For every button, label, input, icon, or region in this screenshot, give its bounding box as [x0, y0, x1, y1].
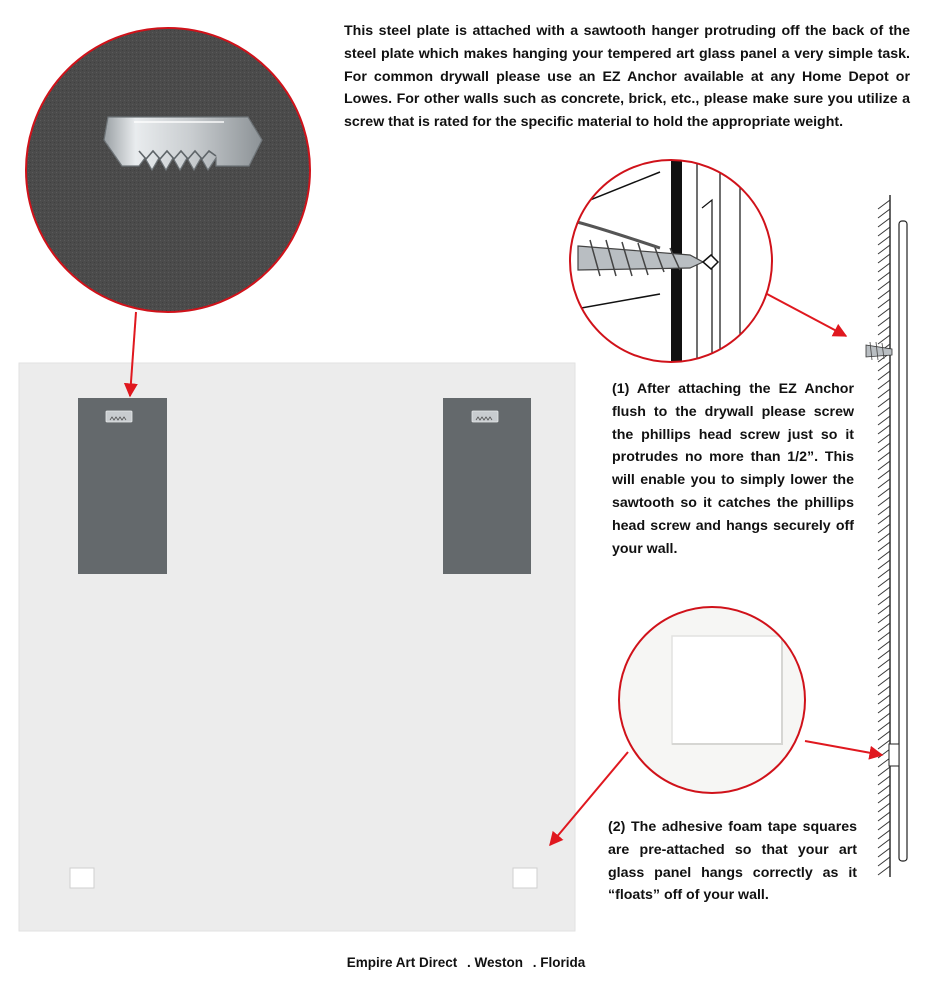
foam-closeup-circle — [619, 607, 805, 793]
company-footer — [0, 955, 926, 970]
company-name: Empire Art Direct — [346, 955, 458, 970]
intro-description: This steel plate is attached with a sawtooth hanger protruding off the back of the steel plate which makes hanging your tempered art glass panel a very simple task. For common drywall please use an EZ Anchor available at any Home Depot or Lowes. For other walls such as concrete, brick, etc., please make sure you utilize a screw that is rated for the specific material to hold the appropriate weight. — [344, 23, 910, 131]
company-state: . Florida — [532, 955, 586, 970]
mounted-screw-icon — [866, 342, 892, 360]
wall-hatching-icon — [878, 200, 890, 875]
steel-plate-left — [78, 398, 167, 574]
sawtooth-hanger-icon — [104, 117, 262, 170]
steel-plate-right — [443, 398, 531, 574]
sawtooth-closeup-circle — [26, 28, 310, 312]
ez-anchor-closeup-circle — [570, 150, 772, 380]
wall-side-view — [866, 195, 907, 877]
step-2-instructions: (2) The adhesive foam tape squares are pre-attached so that your art glass panel hangs correctly as it “floats” off of your wall. — [608, 819, 857, 904]
company-city: . Weston — [467, 955, 524, 970]
step-1-instructions: (1) After attaching the EZ Anchor flush to the drywall please screw the phillips head screw just so it protrudes no more than 1/2”. This will enable you to simply lower the sawtooth so it catches the phillips head screw and hangs securely off your wall. — [612, 381, 854, 557]
